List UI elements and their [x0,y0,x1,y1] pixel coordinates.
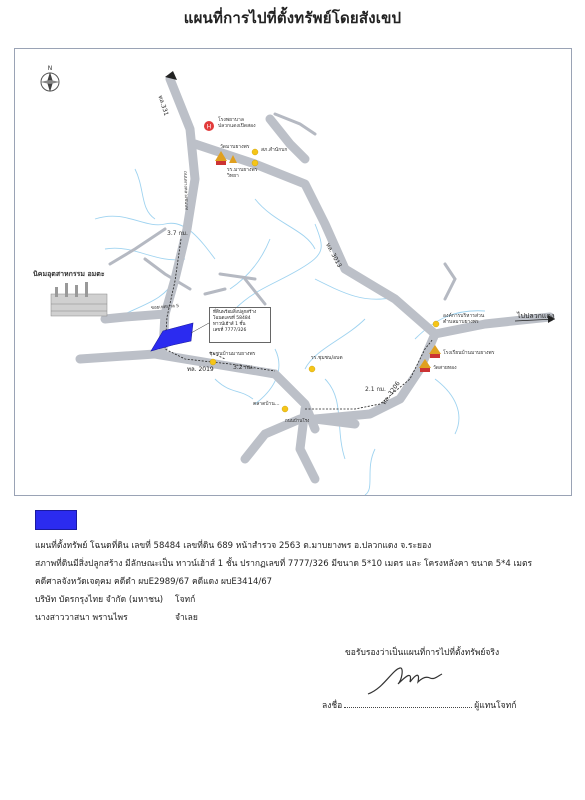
place-label-police: สภ.สำนักบก [261,147,288,153]
place-label-wat2: โรงเรียนบ้านมาบยางพร [443,350,495,356]
place-label-sub-district-office: องค์การบริหารส่วน ตำบลมาบยางพร [443,313,485,325]
sign-suffix: ผู้แทนโจทก์ [474,701,517,711]
callout-line: ที่ดินพร้อมสิ่งปลูกสร้าง [213,310,257,315]
legend-line-2: สภาพที่ดินมีสิ่งปลูกสร้าง มีลักษณะเป็น ทาวน์เฮ้าส์ 1 ชั้น ปรากฏเลขที่ 7777/326 มีขนาด 5*10 เมตร และ โครงหลังคา ขนาด 5*4 เมตร [35,559,533,569]
party-row [35,610,198,624]
road-label-to-pluak-daeng: ไปปลวกแดง [517,312,555,320]
party-name: นางสาววาสนา พรานไพร [35,613,128,623]
minor-roads [110,114,455,304]
sign-prefix: ลงชื่อ [322,701,343,711]
place-label-village: ชุมชนบ้านมาบยางพร [209,351,256,357]
compass-label: N [47,65,53,72]
place-label-market: ตลาดบ้าน... [253,401,280,407]
road-label-soi: ซอยเทศบาล 5 [150,304,180,311]
callout-line: เลขที่ 7777/326 [213,328,247,333]
place-label-hospital: โรงพยาบาล ปลวกแดงเปิดสอง [218,117,256,129]
page-title: แผนที่การไปที่ตั้งทรัพย์โดยสังเขป [183,9,402,27]
svg-text:H: H [206,123,212,131]
property-callout [209,307,271,343]
callout-line: ทาวน์เฮ้าส์ 1 ชั้น [213,322,246,327]
callout-line: โฉนดเลขที่ 58484 [213,316,251,321]
road-label-331: ทล.331 [156,94,170,117]
legend-line-1: แผนที่ตั้งทรัพย์ โฉนดที่ดิน เลขที่ 58484 เลขที่ดิน 689 หน้าสำรวจ 2563 ต.มาบยางพร อ.ปลวกแดง จ.ระยอง [35,541,432,551]
road-label-3013: ทล. 3013 [324,241,343,269]
distance-label: 2.1 กม. [365,386,386,393]
place-label-industrial-estate: นิคมอุตสาหกรรม อมตะ [33,270,105,278]
place-label-wat3: วัดสายทอง [433,365,457,371]
legend-swatch [35,510,77,530]
road-label-2019: ทล. 2019 [187,366,214,373]
target-property-marker [151,323,193,351]
road-label-local: ถนนบ้านโรง [285,419,310,424]
certify-note: ขอรับรองว่าเป็นแผนที่การไปที่ตั้งทรัพย์จริง [345,648,500,658]
road-label-3206: ทล. 3206 [380,380,402,407]
road-label-highway-rural: ถนนทางหลวงชนบท [182,171,189,211]
party-row [35,592,196,606]
place-label-school2: รร.ชุมชน/อบต [311,355,343,361]
place-label-school: รร.มาบยางพร วิทยา [227,167,258,179]
signature-line [322,698,516,712]
location-map [14,48,572,496]
party-role: จำเลย [175,613,198,623]
hospital-icon [204,121,214,131]
party-name: บริษัท บัตรกรุงไทย จำกัด (มหาชน) [35,595,164,605]
place-label-wat: วัดมาบยางพร [220,144,250,150]
distance-label: 3.2 กม. [233,364,254,371]
party-role: โจทก์ [175,595,196,605]
legend-line-3: คดีศาลจังหวัดเจตุคม คดีดำ ผบE2989/67 คดีแดง ผบE3414/67 [35,577,273,587]
factory-icon [51,282,107,316]
distance-label: 3.7 กม. [167,230,188,237]
